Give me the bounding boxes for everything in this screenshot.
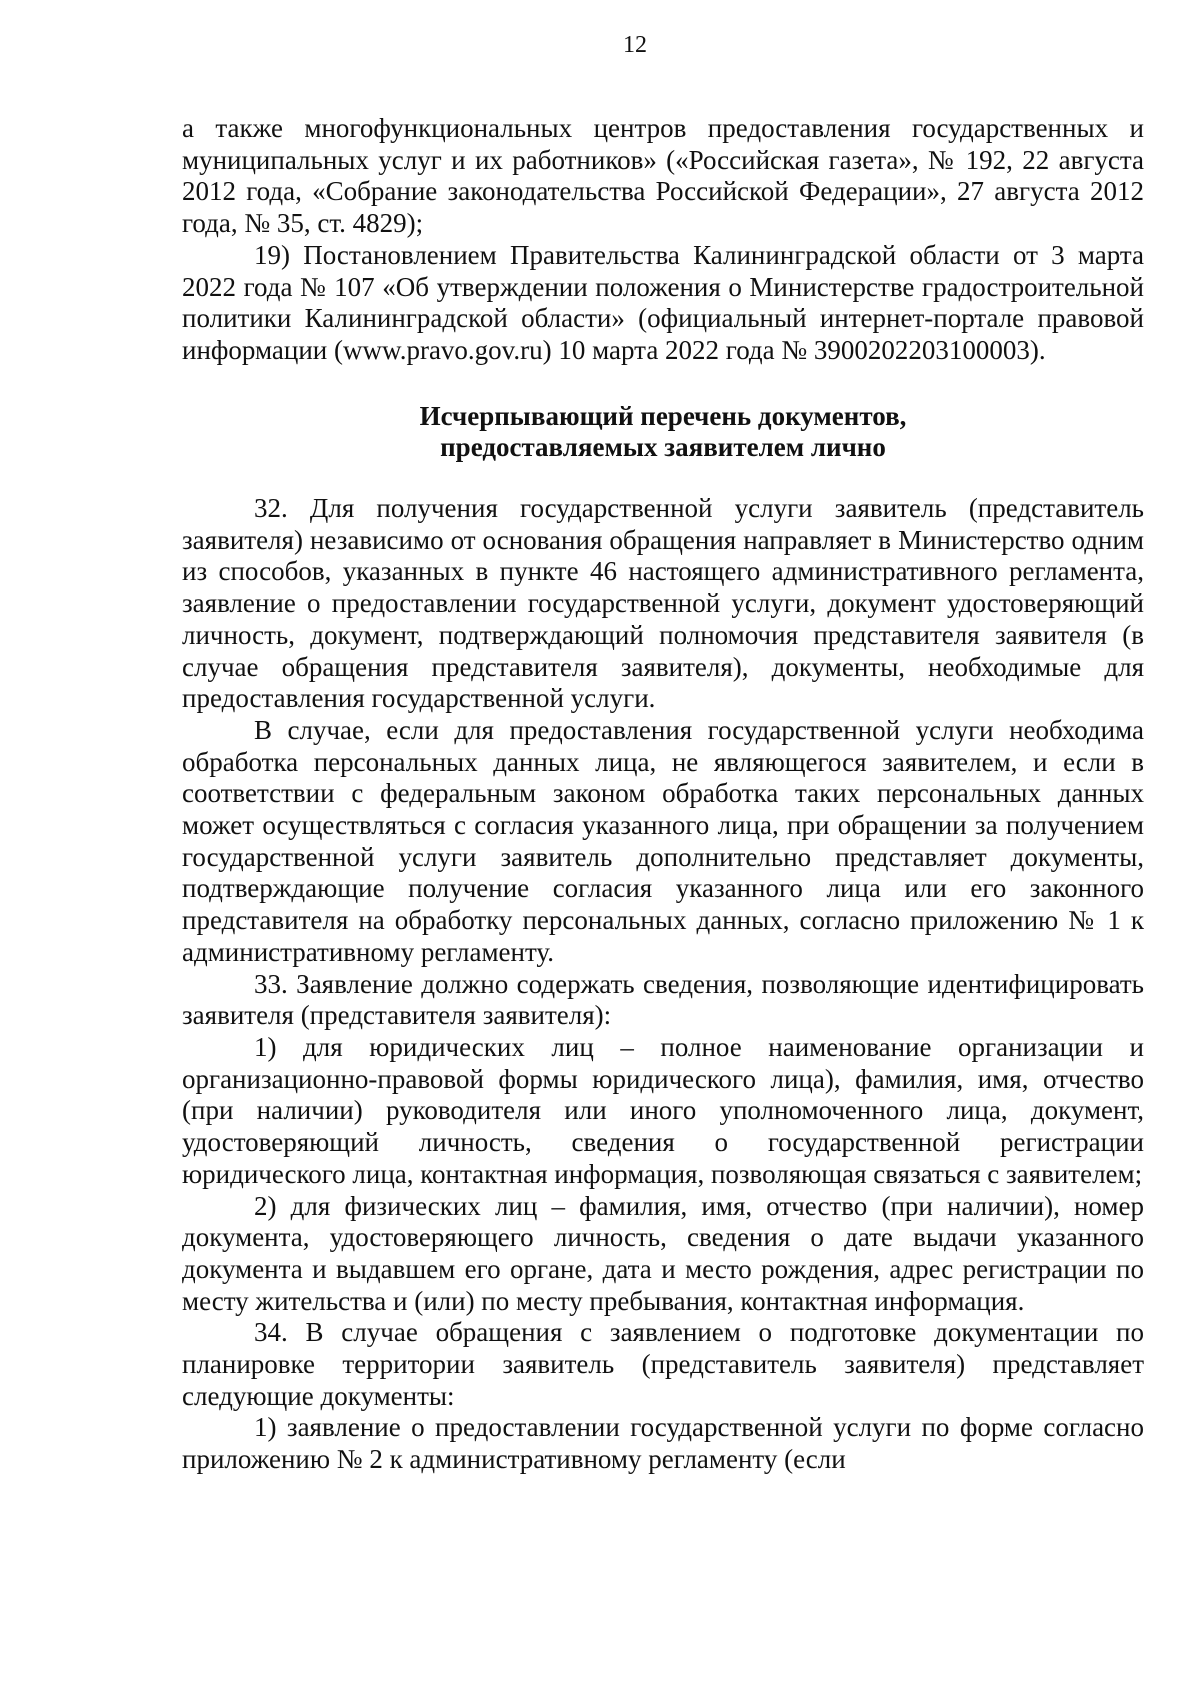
paragraph-33-item-2: 2) для физических лиц – фамилия, имя, отчество (при наличии), номер документа, удостоверяющего личность, сведения о дате выдачи указанного документа и выдавшем его органе, дата и место рождения, адрес регистрации по месту жительства и (или) по месту пребывания, контактная информация. [182, 1190, 1144, 1316]
section-heading-line-2: предоставляемых заявителем лично [440, 432, 886, 463]
document-body [182, 113, 1144, 1476]
section-heading-line-1: Исчерпывающий перечень документов, [419, 400, 907, 431]
paragraph-34: 34. В случае обращения с заявлением о подготовке документации по планировке территории заявитель (представитель заявителя) представляет следующие документы: [182, 1317, 1144, 1411]
paragraph-33: 33. Заявление должно содержать сведения, позволяющие идентифицировать заявителя (представителя заявителя): [182, 968, 1144, 1031]
paragraph-33-item-1: 1) для юридических лиц – полное наименование организации и организационно-правовой формы юридического лица), фамилия, имя, отчество (при наличии) руководителя или иного уполномоченного лица, документ, удостоверяющий личность, сведения о государственной регистрации юридического лица, контактная информация, позволяющая связаться с заявителем; [182, 1031, 1144, 1189]
paragraph-item-19: 19) Постановлением Правительства Калининградской области от 3 марта 2022 года № 107 «Об утверждении положения о Министерстве градостроительной политики Калининградской области» (официальный интернет-портале правовой информации (www.pravo.gov.ru) 10 марта 2022 года № 3900202203100003). [182, 239, 1144, 365]
section-heading [182, 401, 1144, 464]
paragraph-32: 32. Для получения государственной услуги заявитель (представитель заявителя) независимо от основания обращения направляет в Министерство одним из способов, указанных в пункте 46 настоящего административного регламента, заявление о предоставлении государственной услуги, документ удостоверяющий личность, документ, подтверждающий полномочия представителя заявителя (в случае обращения представителя заявителя), документы, необходимые для предоставления государственной услуги. [182, 493, 1144, 714]
paragraph-continuation: а также многофункциональных центров предоставления государственных и муниципальных услуг и их работников» («Российская газета», № 192, 22 августа 2012 года, «Собрание законодательства Российской Федерации», 27 августа 2012 года, № 35, ст. 4829); [182, 113, 1144, 239]
paragraph-34-item-1: 1) заявление о предоставлении государственной услуги по форме согласно приложению № 2 к административному регламенту (если [182, 1412, 1144, 1475]
paragraph-personal-data: В случае, если для предоставления государственной услуги необходима обработка персональных данных лица, не являющегося заявителем, и если в соответствии с федеральным законом обработка таких персональных данных может осуществляться с согласия указанного лица, при обращении за получением государственной услуги заявитель дополнительно представляет документы, подтверждающие получение согласия указанного лица или его законного представителя на обработку персональных данных, согласно приложению № 1 к административному регламенту. [182, 714, 1144, 967]
page-number: 12 [623, 32, 647, 58]
